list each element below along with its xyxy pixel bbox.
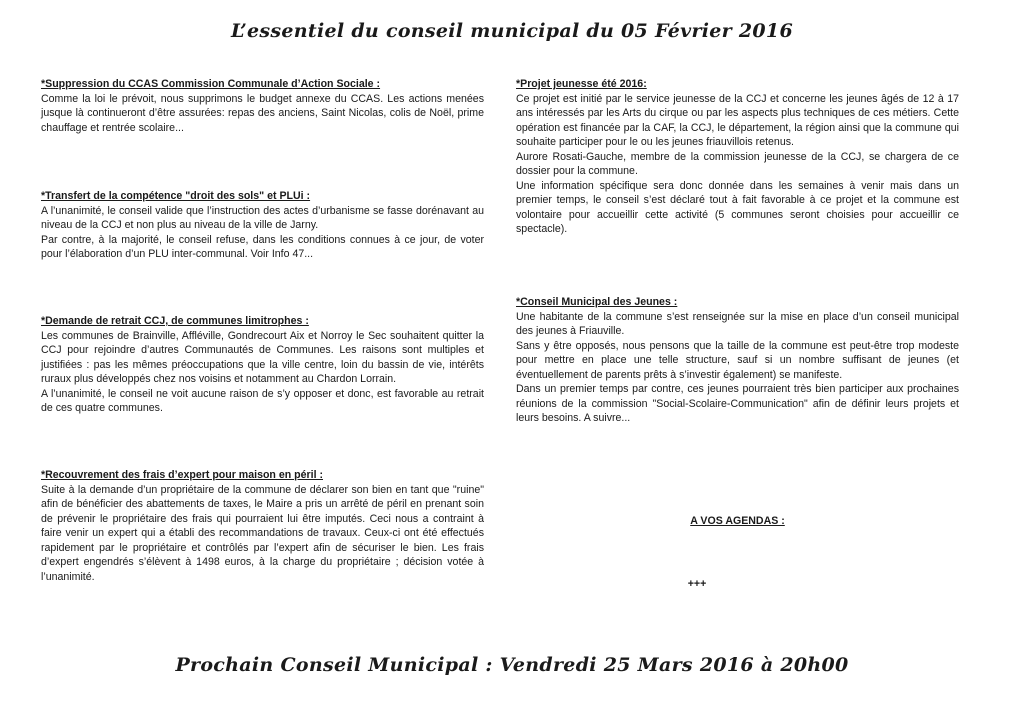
section-body: Une information spécifique sera donc donnée dans les semaines à venir mais dans un premier temps, le conseil s’est déclaré tout à fait favorable à ce projet et la commune est volontaire pour accueillir cette activité (5 communes seront choisies pour accueillir ce spectacle). xyxy=(516,179,959,235)
section-heading: *Transfert de la compétence "droit des sols" et PLUi : xyxy=(41,190,311,202)
section-conseil-jeunes xyxy=(516,295,959,426)
section-heading: *Projet jeunesse été 2016: xyxy=(516,78,647,90)
section-projet-jeunesse xyxy=(516,77,959,237)
section-body: Sans y être opposés, nous pensons que la taille de la commune est peut-être trop modeste pour mettre en place une telle structure, sauf si un nombre suffisant de jeunes (et éventuellement de parents prêts à s’investir également) se manifeste. xyxy=(516,339,959,381)
section-heading: *Recouvrement des frais d’expert pour maison en péril : xyxy=(41,469,323,481)
page-title: L’essentiel du conseil municipal du 05 Février 2016 xyxy=(231,20,793,42)
section-retrait-ccj xyxy=(41,314,484,416)
section-body: Comme la loi le prévoit, nous supprimons le budget annexe du CCAS. Les actions menées jusque là continueront d’être assurées: repas des anciens, Saint Nicolas, colis de Noël, prime chauffage et rentrée scolaire... xyxy=(41,92,484,134)
section-body: Aurore Rosati-Gauche, membre de la commission jeunesse de la CCJ, se chargera de ce dossier pour la commune. xyxy=(516,150,959,177)
section-body: Par contre, à la majorité, le conseil refuse, dans les conditions connues à ce jour, de voter pour l’élaboration d’un PLU inter-communal. Voir Info 47... xyxy=(41,233,484,260)
section-body: Suite à la demande d’un propriétaire de la commune de déclarer son bien en tant que "ruine" afin de bénéficier des abattements de taxes, le Maire a pris un arrêté de péril en prenant soin de prévenir le propriétaire des frais qui pourraient lui être imputés. Ceci nous a contraint à faire venir un expert qui a établi des recommandations de travaux. Ceux-ci ont été effectués rapidement par le propriétaire et contrôlés par l’expert afin de sécuriser le bien. Les frais d’expert engendrés s’élèvent à 1498 euros, à la charge du propriétaire ; décision votée à l’unanimité. xyxy=(41,483,484,583)
section-heading: *Demande de retrait CCJ, de communes limitrophes : xyxy=(41,315,309,327)
section-body: A l’unanimité, le conseil ne voit aucune raison de s’y opposer et donc, est favorable au retrait de ces quatre communes. xyxy=(41,387,484,414)
section-body: Dans un premier temps par contre, ces jeunes pourraient très bien participer aux prochaines réunions de la commission "Social-Scolaire-Communication" afin de définir leurs projets et leurs besoins. A suivre... xyxy=(516,383,959,424)
section-heading: *Conseil Municipal des Jeunes : xyxy=(516,296,678,308)
section-body: Une habitante de la commune s’est renseignée sur la mise en place d’un conseil municipal des jeunes à Friauville. xyxy=(516,310,959,337)
section-body: Ce projet est initié par le service jeunesse de la CCJ et concerne les jeunes âgés de 12 à 17 ans intéressés par les Arts du cirque ou par les aspects plus techniques de ces métiers. Cette opération est financée par la CAF, la CCJ, le département, la région ainsi que la commune qui souhaite participer pour le ou les jeunes friauvillois retenus. xyxy=(516,92,959,148)
agenda-mark: +++ xyxy=(687,578,707,590)
section-frais-expert xyxy=(41,468,484,584)
agenda-heading: A VOS AGENDAS : xyxy=(690,515,785,527)
section-heading: *Suppression du CCAS Commission Communale d’Action Sociale : xyxy=(41,78,381,90)
section-droit-des-sols xyxy=(41,189,484,262)
next-meeting-footer: Prochain Conseil Municipal : Vendredi 25 Mars 2016 à 20h00 xyxy=(175,654,849,676)
section-ccas xyxy=(41,77,484,135)
section-body: A l’unanimité, le conseil valide que l’instruction des actes d’urbanisme se fasse dorénavant au niveau de la CCJ et non plus au niveau de la ville de Jarny. xyxy=(41,204,484,231)
section-body: Les communes de Brainville, Affléville, Gondrecourt Aix et Norroy le Sec souhaitent quitter la CCJ pour rejoindre d’autres Communautés de Communes. Les raisons sont multiples et justifiées : pas les mêmes préoccupations que la ville centre, loin du bassin de vie, intérêts ruraux plus développés chez nos voisins et notamment au Chardon Lorrain. xyxy=(41,329,484,385)
